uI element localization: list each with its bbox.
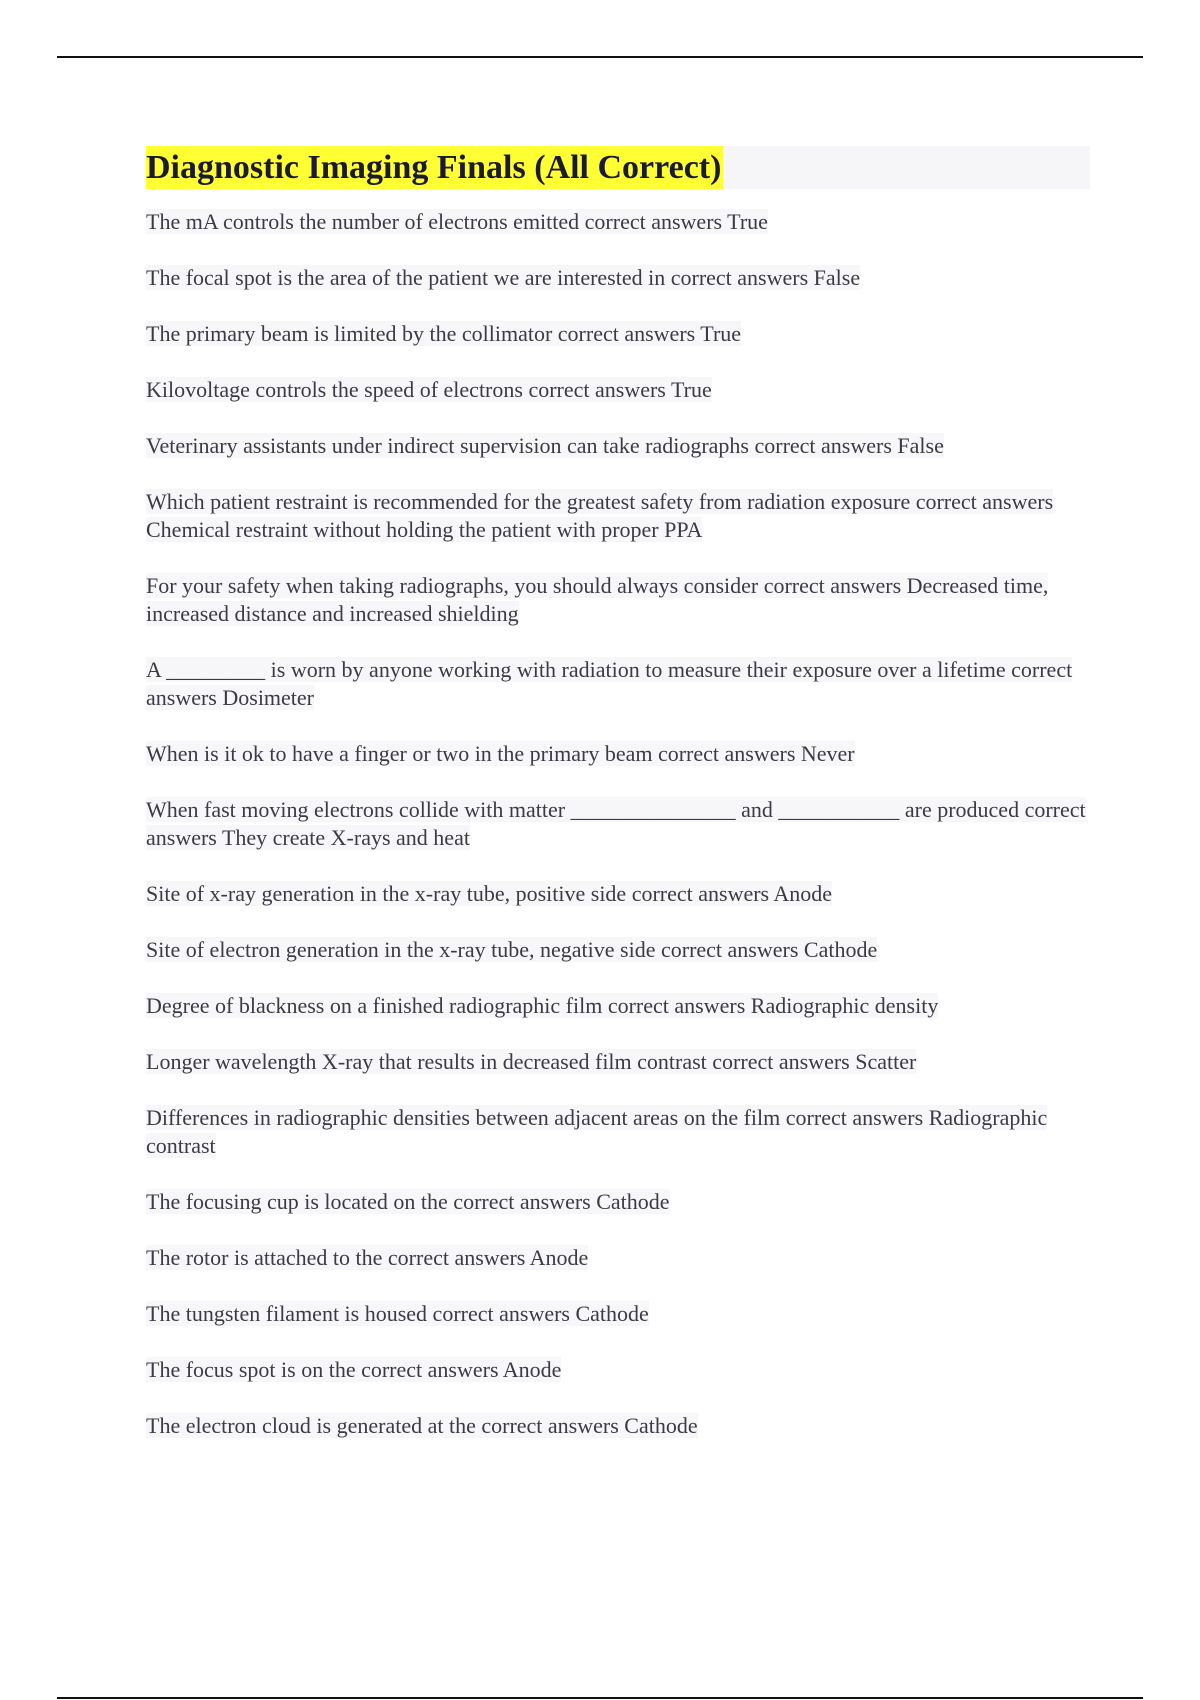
- list-item: The primary beam is limited by the collimator correct answers True: [146, 321, 742, 346]
- list-item: Differences in radiographic densities between adjacent areas on the film correct answers Radiographic contrast: [146, 1105, 1048, 1158]
- list-item: When is it ok to have a finger or two in the primary beam correct answers Never: [146, 741, 855, 766]
- list-item: The tungsten filament is housed correct answers Cathode: [146, 1301, 649, 1326]
- list-item: For your safety when taking radiographs, you should always consider correct answers Decreased time, increased distance and increased shielding: [146, 573, 1049, 626]
- list-item: The focus spot is on the correct answers Anode: [146, 1357, 562, 1382]
- list-item: The focal spot is the area of the patient we are interested in correct answers False: [146, 265, 861, 290]
- list-item: Site of electron generation in the x-ray tube, negative side correct answers Cathode: [146, 937, 878, 962]
- list-item: Kilovoltage controls the speed of electrons correct answers True: [146, 377, 712, 402]
- list-item: Degree of blackness on a finished radiographic film correct answers Radiographic density: [146, 993, 939, 1018]
- list-item: The rotor is attached to the correct answers Anode: [146, 1245, 589, 1270]
- list-item: A _________ is worn by anyone working with radiation to measure their exposure over a lifetime correct answers Dosimeter: [146, 657, 1073, 710]
- document-body: [146, 146, 1090, 1468]
- title-band: [146, 146, 1090, 189]
- list-item: Site of x-ray generation in the x-ray tube, positive side correct answers Anode: [146, 881, 833, 906]
- document-title: Diagnostic Imaging Finals (All Correct): [146, 146, 723, 189]
- list-item: The electron cloud is generated at the correct answers Cathode: [146, 1413, 698, 1438]
- top-rule: [57, 56, 1143, 58]
- list-item: When fast moving electrons collide with matter _______________ and ___________ are produced correct answers They create X-rays and heat: [146, 797, 1086, 850]
- list-item: Veterinary assistants under indirect supervision can take radiographs correct answers False: [146, 433, 944, 458]
- bottom-rule: [57, 1697, 1143, 1699]
- list-item: The mA controls the number of electrons emitted correct answers True: [146, 209, 768, 234]
- question-answer-list: [146, 208, 1090, 1440]
- list-item: Which patient restraint is recommended for the greatest safety from radiation exposure correct answers Chemical restraint without holding the patient with proper PPA: [146, 489, 1054, 542]
- list-item: The focusing cup is located on the correct answers Cathode: [146, 1189, 670, 1214]
- list-item: Longer wavelength X-ray that results in decreased film contrast correct answers Scatter: [146, 1049, 917, 1074]
